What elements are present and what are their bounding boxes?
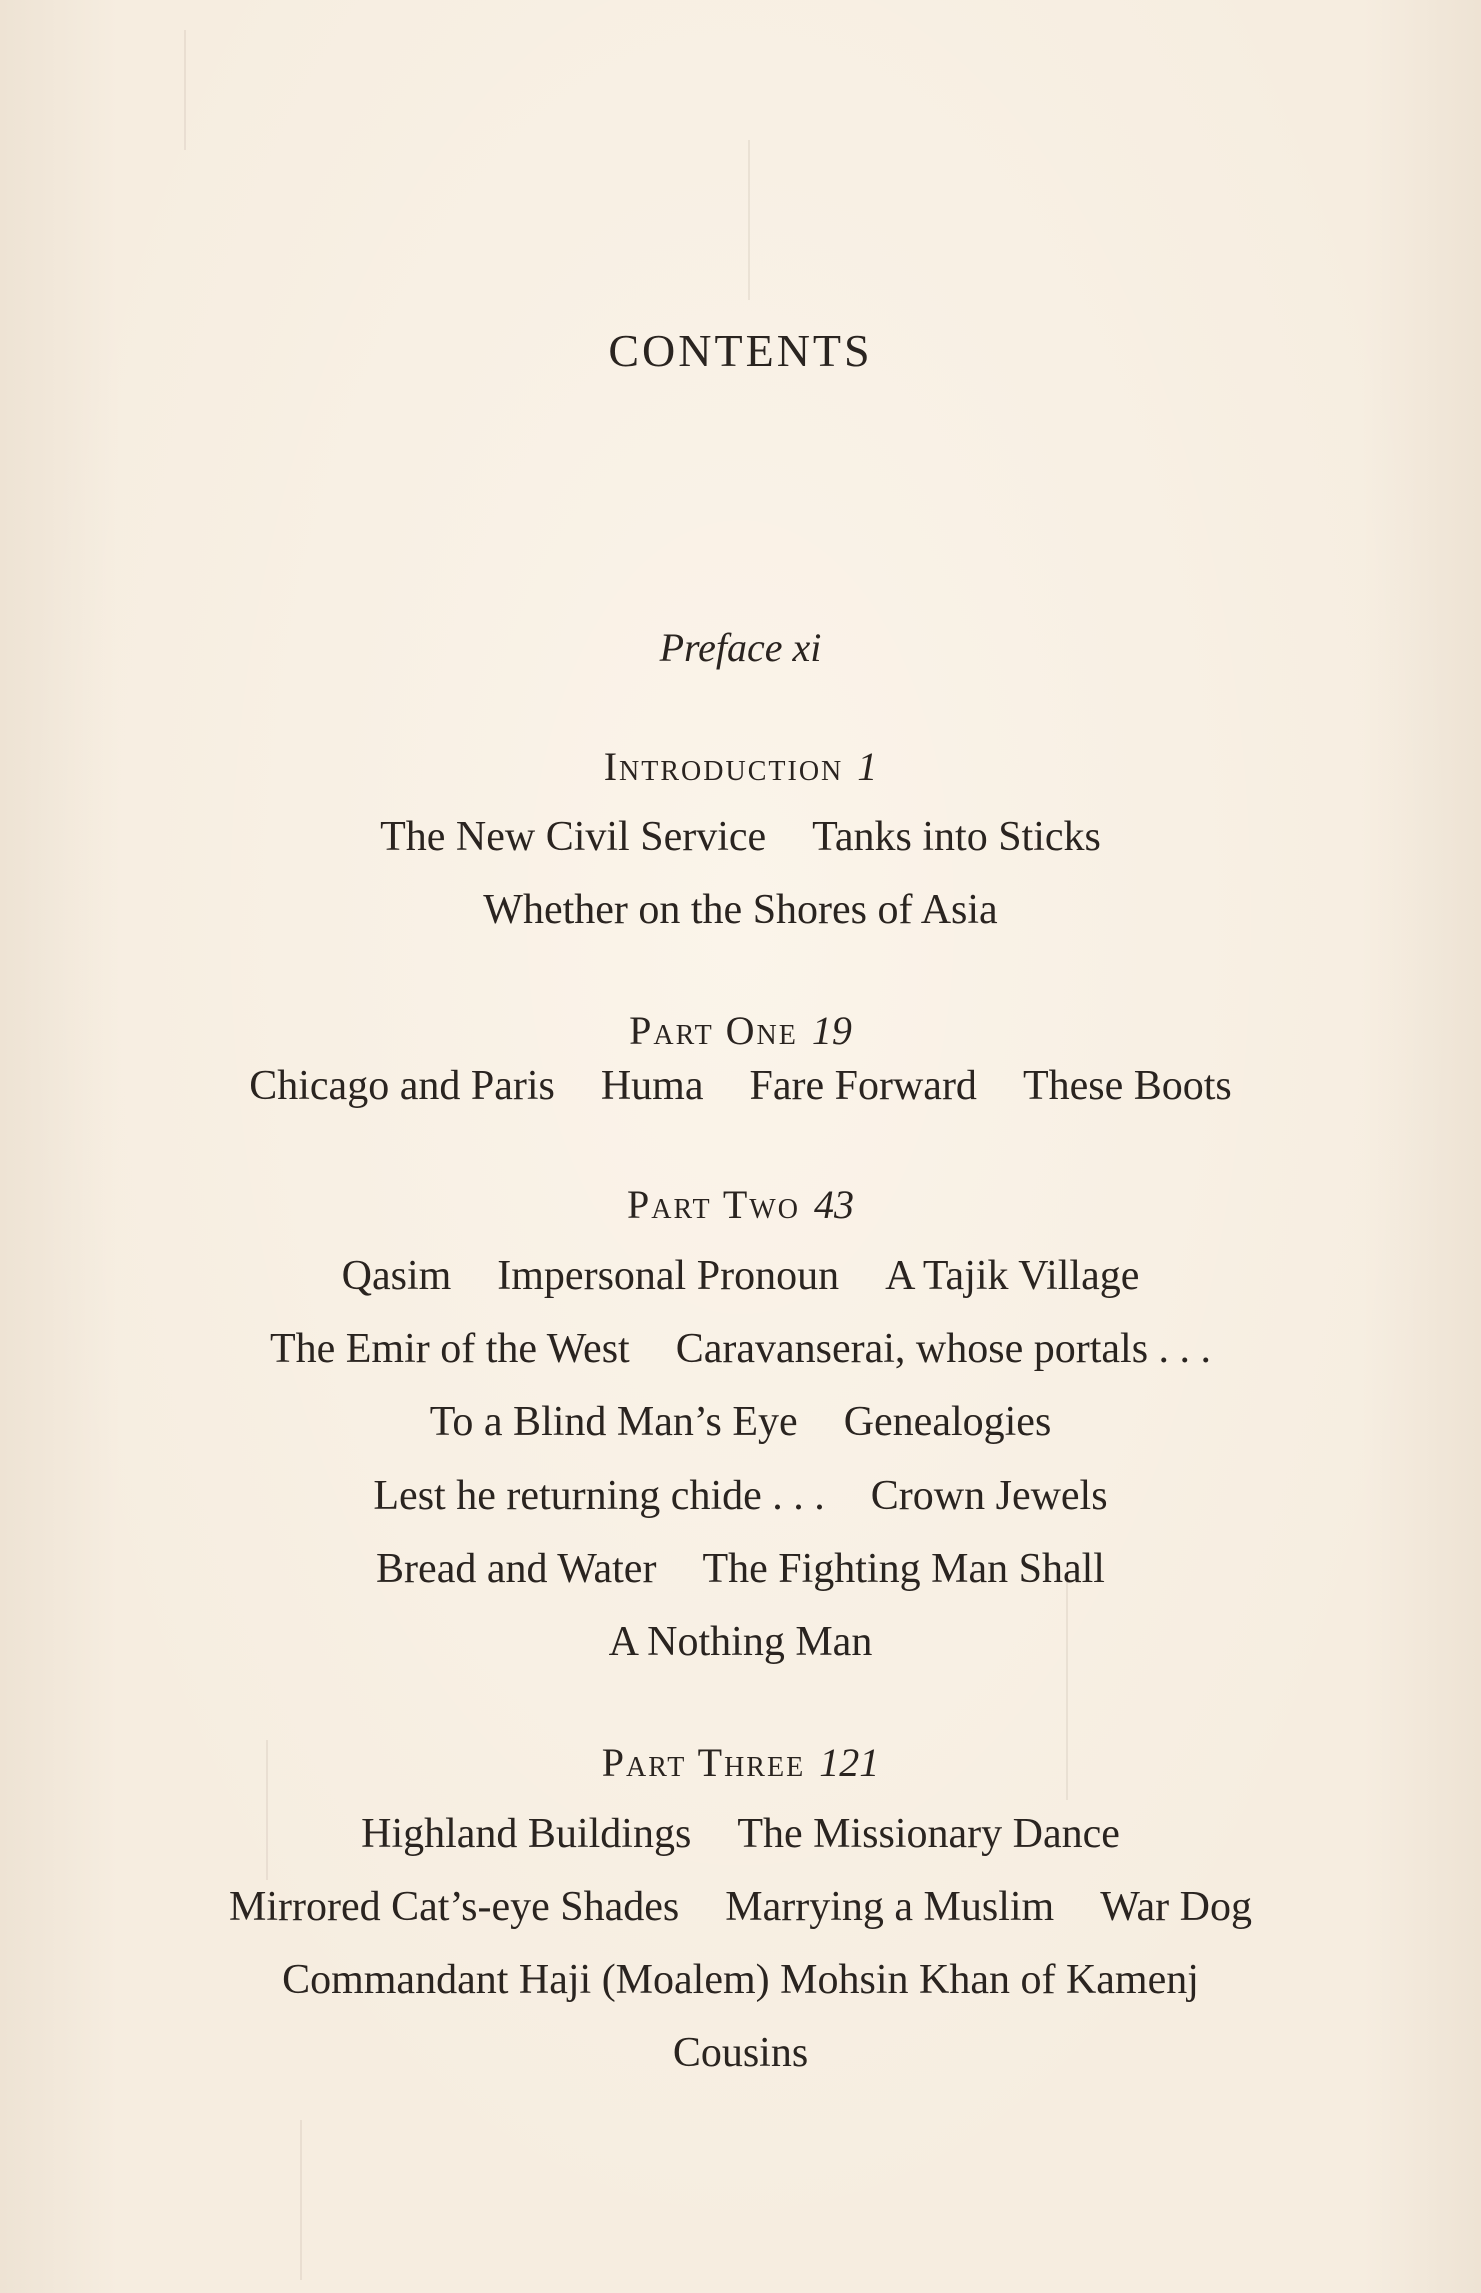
contents-line — [0, 1548, 1481, 1590]
chapter-title: Caravanserai, whose portals . . . — [675, 1326, 1212, 1372]
chapter-title: Impersonal Pronoun — [497, 1253, 840, 1299]
section-page-number: 19 — [811, 1008, 852, 1053]
contents-line — [0, 1328, 1481, 1370]
chapter-title: To a Blind Man’s Eye — [429, 1399, 798, 1445]
chapter-title: Huma — [600, 1063, 704, 1109]
contents-line — [0, 1621, 1481, 1663]
section-heading-part-two — [0, 1182, 1481, 1227]
contents-line — [0, 1475, 1481, 1517]
chapter-title: The Emir of the West — [269, 1326, 630, 1372]
chapter-title: A Nothing Man — [608, 1619, 873, 1665]
paper-scuff — [184, 30, 186, 150]
contents-line — [0, 1813, 1481, 1855]
page-title: CONTENTS — [608, 325, 873, 376]
chapter-title: Commandant Haji (Moalem) Mohsin Khan of Kamenj — [282, 1957, 1199, 2003]
chapter-title: Mirrored Cat’s-eye Shades — [229, 1884, 680, 1930]
section-page-number: 121 — [819, 1740, 880, 1785]
section-page-number: 1 — [857, 744, 878, 789]
chapter-title: Cousins — [672, 2030, 809, 2076]
section-title: Part Two — [627, 1182, 800, 1227]
chapter-title: Chicago and Paris — [249, 1063, 555, 1109]
section-title: Introduction — [603, 744, 844, 789]
chapter-title: Marrying a Muslim — [725, 1884, 1055, 1930]
chapter-title: Tanks into Sticks — [812, 814, 1101, 860]
section-title: Part Three — [601, 1740, 806, 1785]
contents-line — [0, 1959, 1481, 2001]
section-heading-part-three — [0, 1740, 1481, 1785]
contents-line — [0, 889, 1481, 931]
preface-entry: Preface xi — [659, 625, 822, 670]
chapter-title: Qasim — [341, 1253, 452, 1299]
chapter-title: A Tajik Village — [885, 1253, 1140, 1299]
chapter-title: The Missionary Dance — [737, 1811, 1120, 1857]
chapter-title: Lest he returning chide . . . — [373, 1473, 825, 1519]
contents-line — [0, 1255, 1481, 1297]
chapter-title: War Dog — [1100, 1884, 1252, 1930]
contents-line — [0, 1886, 1481, 1928]
contents-line — [0, 1065, 1481, 1107]
section-title: Part One — [629, 1008, 798, 1053]
contents-line — [0, 816, 1481, 858]
chapter-title: Crown Jewels — [870, 1473, 1108, 1519]
chapter-title: The Fighting Man Shall — [702, 1546, 1105, 1592]
chapter-title: Highland Buildings — [361, 1811, 692, 1857]
chapter-title: Whether on the Shores of Asia — [483, 887, 998, 933]
paper-scuff — [748, 140, 750, 300]
chapter-title: Bread and Water — [376, 1546, 657, 1592]
section-heading-introduction — [0, 744, 1481, 789]
chapter-title: The New Civil Service — [380, 814, 767, 860]
chapter-title: Fare Forward — [749, 1063, 977, 1109]
chapter-title: Genealogies — [843, 1399, 1052, 1445]
contents-line — [0, 1401, 1481, 1443]
chapter-title: These Boots — [1022, 1063, 1232, 1109]
paper-scuff — [300, 2120, 302, 2280]
section-heading-part-one — [0, 1008, 1481, 1053]
section-page-number: 43 — [813, 1182, 854, 1227]
contents-line — [0, 2032, 1481, 2074]
